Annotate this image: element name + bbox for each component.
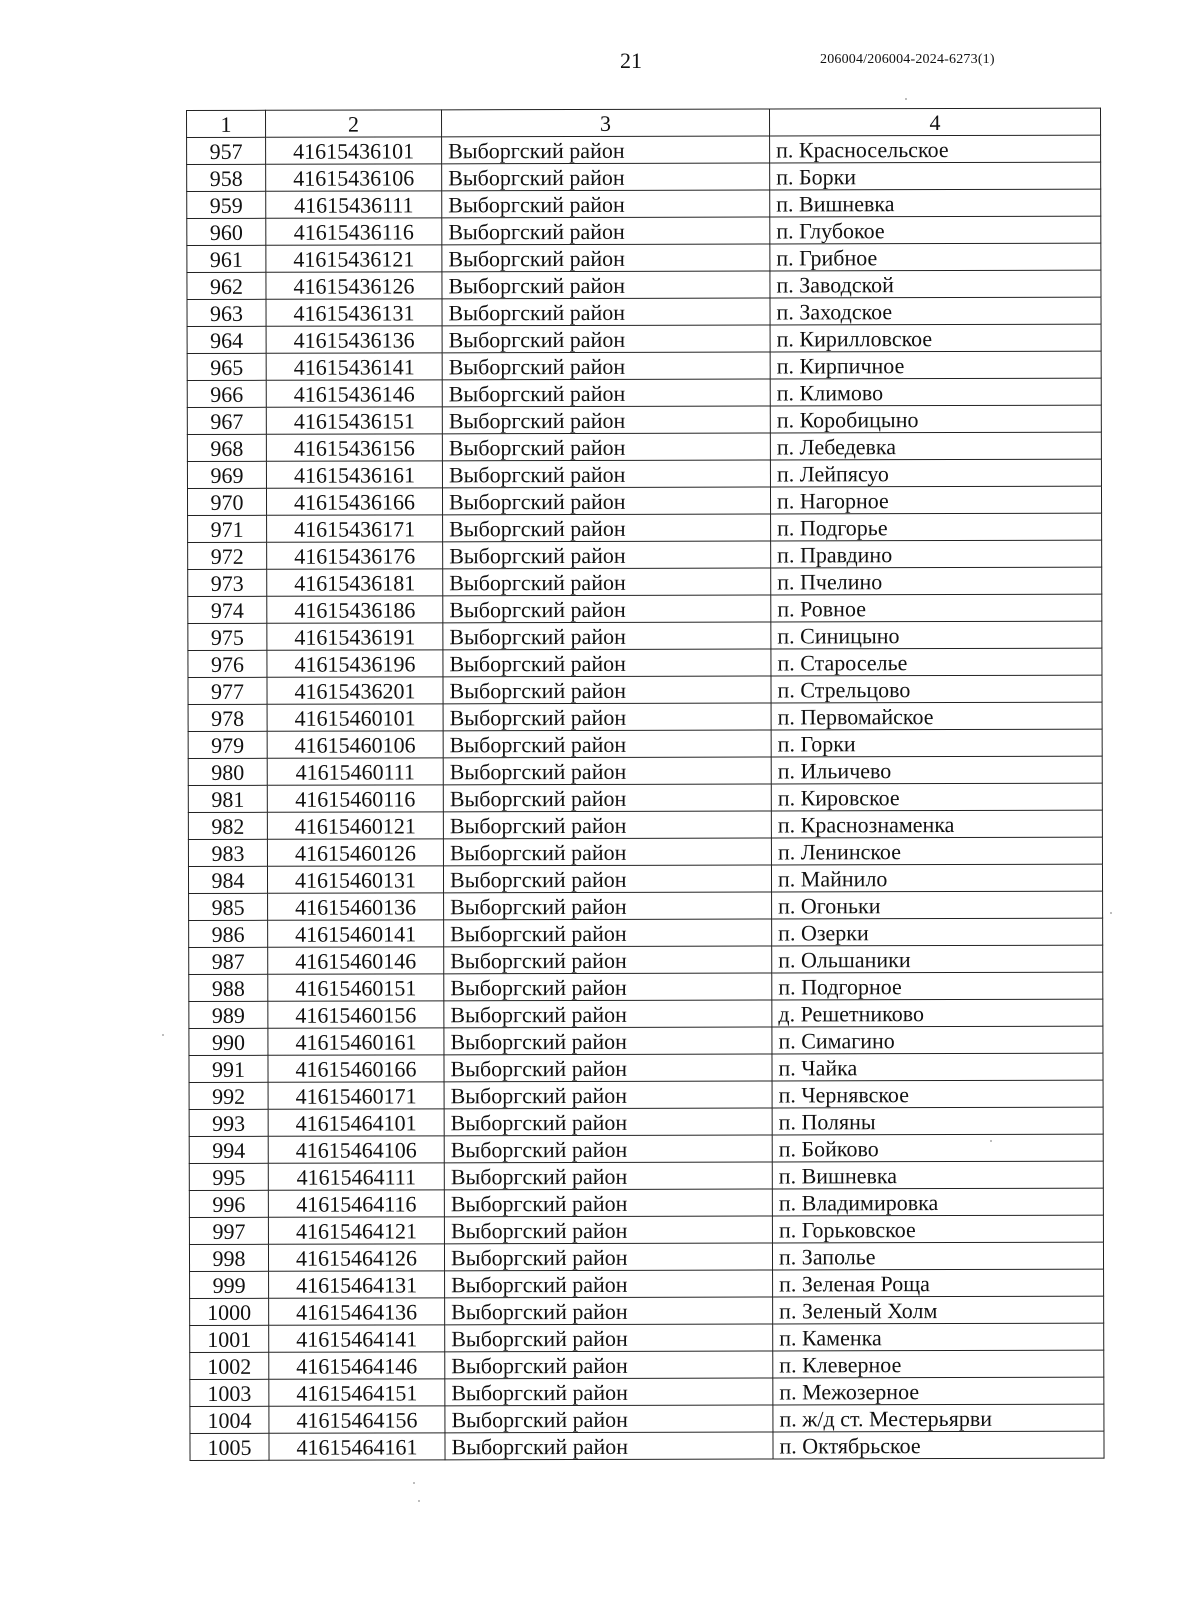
oktmo-code: 41615460151 [268,974,444,1001]
row-number: 986 [189,920,268,947]
district-name: Выборгский район [445,1378,773,1406]
settlement-name: п. Заводской [770,270,1101,298]
oktmo-code: 41615460126 [267,839,443,866]
row-number: 972 [188,542,267,569]
district-name: Выборгский район [442,325,770,353]
oktmo-code: 41615436116 [266,218,442,245]
district-name: Выборгский район [443,838,771,866]
settlement-name: п. Заходское [770,297,1101,325]
table-row [187,486,1101,515]
row-number: 1005 [190,1433,269,1460]
table-header-row [187,108,1101,137]
oktmo-code: 41615436201 [267,677,443,704]
oktmo-code: 41615436141 [266,353,442,380]
table-row [188,864,1102,893]
district-name: Выборгский район [444,1108,772,1136]
settlement-name: п. Владимировка [772,1188,1103,1216]
table-row [189,1242,1103,1271]
settlement-name: п. Борки [770,162,1101,190]
district-name: Выборгский район [443,676,771,704]
district-name: Выборгский район [443,568,771,596]
district-name: Выборгский район [444,1135,772,1163]
oktmo-code: 41615464141 [269,1325,445,1352]
row-number: 973 [188,569,267,596]
table-row [188,513,1102,542]
row-number: 991 [189,1055,268,1082]
district-name: Выборгский район [443,622,771,650]
row-number: 996 [189,1190,268,1217]
district-name: Выборгский район [442,217,770,245]
table-row [187,297,1101,326]
table-row [188,729,1102,758]
settlement-name: п. Синицыно [771,621,1102,649]
oktmo-code: 41615460141 [268,920,444,947]
oktmo-code: 41615464111 [268,1163,444,1190]
column-header: 4 [769,108,1100,136]
table-row [189,1161,1103,1190]
column-header: 3 [442,109,770,137]
table-row [190,1431,1104,1460]
settlement-name: п. Подгорье [771,513,1102,541]
table-row [188,810,1102,839]
oktmo-code: 41615464101 [268,1109,444,1136]
table-row [188,648,1102,677]
settlement-name: п. Горки [771,729,1102,757]
settlement-name: п. Лейпясуо [770,459,1101,487]
row-number: 980 [188,758,267,785]
settlement-name: п. Краснознаменка [771,810,1102,838]
settlement-name: п. Зеленый Холм [773,1296,1104,1324]
settlement-name: п. Лебедевка [770,432,1101,460]
settlement-name: п. Горьковское [772,1215,1103,1243]
table-row [187,162,1101,191]
page-number: 21 [620,48,642,73]
oktmo-code: 41615464131 [269,1271,445,1298]
district-name: Выборгский район [443,730,771,758]
settlement-name: п. Староселье [771,648,1102,676]
row-number: 1002 [190,1352,269,1379]
table-body [187,135,1104,1460]
table-row [189,1026,1103,1055]
settlement-name: п. Коробицыно [770,405,1101,433]
settlement-name: п. Глубокое [770,216,1101,244]
table-row [188,756,1102,785]
row-number: 993 [189,1109,268,1136]
row-number: 969 [187,461,266,488]
oktmo-code: 41615464146 [269,1352,445,1379]
district-name: Выборгский район [445,1324,773,1352]
row-number: 1004 [190,1406,269,1433]
district-name: Выборгский район [442,460,770,488]
row-number: 981 [188,785,267,812]
row-number: 957 [187,137,266,164]
oktmo-code: 41615460116 [267,785,443,812]
table-row [190,1350,1104,1379]
table-row [187,432,1101,461]
district-name: Выборгский район [444,1081,772,1109]
settlement-name: п. Межозерное [773,1377,1104,1405]
district-name: Выборгский район [443,703,771,731]
oktmo-code: 41615436166 [266,488,442,515]
table-row [188,675,1102,704]
district-name: Выборгский район [442,163,770,191]
district-name: Выборгский район [443,865,771,893]
oktmo-code: 41615464106 [268,1136,444,1163]
district-name: Выборгский район [445,1405,773,1433]
settlement-name: п. Ольшаники [772,945,1103,973]
district-name: Выборгский район [442,190,770,218]
settlement-name: п. Ровное [771,594,1102,622]
row-number: 970 [187,488,266,515]
settlement-name: п. Клеверное [773,1350,1104,1378]
settlement-name: п. Климово [770,378,1101,406]
row-number: 988 [189,974,268,1001]
district-name: Выборгский район [442,136,770,164]
oktmo-code: 41615436151 [266,407,442,434]
row-number: 966 [187,380,266,407]
settlement-name: п. Кирилловское [770,324,1101,352]
district-name: Выборгский район [443,784,771,812]
column-header: 1 [187,110,266,137]
table-row [190,1404,1104,1433]
row-number: 965 [187,353,266,380]
table-row [189,1188,1103,1217]
row-number: 968 [187,434,266,461]
settlement-name: п. Подгорное [772,972,1103,1000]
settlement-name: п. Пчелино [771,567,1102,595]
district-name: Выборгский район [445,1351,773,1379]
oktmo-code: 41615436111 [266,191,442,218]
oktmo-code: 41615436171 [267,515,443,542]
column-header: 2 [266,110,442,137]
settlement-name: п. Кирпичное [770,351,1101,379]
row-number: 979 [188,731,267,758]
oktmo-code: 41615436101 [266,137,442,164]
row-number: 987 [189,947,268,974]
row-number: 997 [189,1217,268,1244]
row-number: 974 [188,596,267,623]
row-number: 985 [189,893,268,920]
settlement-name: п. Красносельское [770,135,1101,163]
oktmo-code: 41615436121 [266,245,442,272]
table-row [187,270,1101,299]
settlement-name: п. Чернявское [772,1080,1103,1108]
table-row [187,351,1101,380]
row-number: 967 [187,407,266,434]
table-row [189,918,1103,947]
row-number: 959 [187,191,266,218]
settlement-name: п. Вишневка [770,189,1101,217]
row-number: 1003 [190,1379,269,1406]
row-number: 958 [187,164,266,191]
settlement-name: п. Бойково [772,1134,1103,1162]
table-row [187,405,1101,434]
district-name: Выборгский район [442,406,770,434]
oktmo-code: 41615460121 [267,812,443,839]
district-name: Выборгский район [444,1189,772,1217]
row-number: 999 [190,1271,269,1298]
row-number: 984 [188,866,267,893]
table-row [189,972,1103,1001]
oktmo-code: 41615464116 [268,1190,444,1217]
settlement-name: п. ж/д ст. Местерьярви [773,1404,1104,1432]
row-number: 963 [187,299,266,326]
table-row [189,1053,1103,1082]
oktmo-code: 41615436156 [266,434,442,461]
row-number: 994 [189,1136,268,1163]
district-name: Выборгский район [442,433,770,461]
settlement-name: п. Озерки [772,918,1103,946]
oktmo-code: 41615464136 [269,1298,445,1325]
oktmo-code: 41615436146 [266,380,442,407]
district-name: Выборгский район [442,352,770,380]
table-row [188,702,1102,731]
row-number: 975 [188,623,267,650]
table-row [190,1269,1104,1298]
table-row [187,459,1101,488]
row-number: 990 [189,1028,268,1055]
table-row [188,783,1102,812]
table-row [188,540,1102,569]
table-row [189,891,1103,920]
oktmo-code: 41615436106 [266,164,442,191]
settlement-name: п. Вишневка [772,1161,1103,1189]
table-row [187,189,1101,218]
row-number: 982 [188,812,267,839]
oktmo-code: 41615436186 [267,596,443,623]
district-name: Выборгский район [444,973,772,1001]
settlement-name: п. Ленинское [771,837,1102,865]
row-number: 964 [187,326,266,353]
settlement-name: п. Нагорное [770,486,1101,514]
table-row [189,1080,1103,1109]
row-number: 971 [188,515,267,542]
settlement-name: п. Заполье [772,1242,1103,1270]
oktmo-code: 41615460171 [268,1082,444,1109]
table-row [190,1296,1104,1325]
row-number: 992 [189,1082,268,1109]
district-name: Выборгский район [443,757,771,785]
settlement-name: п. Правдино [771,540,1102,568]
oktmo-code: 41615436136 [266,326,442,353]
district-name: Выборгский район [444,1000,772,1028]
oktmo-code: 41615460111 [267,758,443,785]
district-name: Выборгский район [445,1270,773,1298]
oktmo-code: 41615460156 [268,1001,444,1028]
settlement-name: п. Поляны [772,1107,1103,1135]
row-number: 962 [187,272,266,299]
row-number: 995 [189,1163,268,1190]
district-name: Выборгский район [444,1027,772,1055]
oktmo-code: 41615464121 [268,1217,444,1244]
row-number: 961 [187,245,266,272]
oktmo-code: 41615460161 [268,1028,444,1055]
district-name: Выборгский район [442,271,770,299]
oktmo-code: 41615460131 [267,866,443,893]
district-name: Выборгский район [445,1432,773,1460]
district-name: Выборгский район [444,1216,772,1244]
table-row [189,945,1103,974]
oktmo-code: 41615436176 [267,542,443,569]
oktmo-code: 41615464151 [269,1379,445,1406]
settlement-name: п. Первомайское [771,702,1102,730]
district-name: Выборгский район [444,1162,772,1190]
row-number: 977 [188,677,267,704]
settlement-name: п. Огоньки [772,891,1103,919]
settlement-name: п. Майнило [771,864,1102,892]
table-row [188,594,1102,623]
district-name: Выборгский район [442,487,770,515]
district-name: Выборгский район [443,811,771,839]
oktmo-code: 41615460146 [268,947,444,974]
district-name: Выборгский район [444,1054,772,1082]
oktmo-code: 41615436181 [267,569,443,596]
row-number: 976 [188,650,267,677]
settlement-name: п. Чайка [772,1053,1103,1081]
district-name: Выборгский район [444,1243,772,1271]
district-name: Выборгский район [443,514,771,542]
settlement-name: п. Стрельцово [771,675,1102,703]
settlement-name: п. Ильичево [771,756,1102,784]
district-name: Выборгский район [445,1297,773,1325]
row-number: 1000 [190,1298,269,1325]
oktmo-code: 41615460166 [268,1055,444,1082]
oktmo-code: 41615436191 [267,623,443,650]
table-row [187,243,1101,272]
district-name: Выборгский район [443,595,771,623]
district-name: Выборгский район [444,946,772,974]
table-row [190,1323,1104,1352]
district-name: Выборгский район [443,649,771,677]
district-name: Выборгский район [443,541,771,569]
table-row [187,135,1101,164]
table-row [189,999,1103,1028]
oktmo-code: 41615460106 [267,731,443,758]
table-row [190,1377,1104,1406]
settlements-table [186,108,1105,1461]
row-number: 998 [189,1244,268,1271]
settlement-name: д. Решетниково [772,999,1103,1027]
oktmo-code: 41615464161 [269,1433,445,1460]
row-number: 983 [188,839,267,866]
table-row [189,1215,1103,1244]
settlement-name: п. Кировское [771,783,1102,811]
table-row [188,837,1102,866]
settlement-name: п. Симагино [772,1026,1103,1054]
oktmo-code: 41615460101 [267,704,443,731]
oktmo-code: 41615436126 [266,272,442,299]
row-number: 989 [189,1001,268,1028]
district-name: Выборгский район [442,298,770,326]
oktmo-code: 41615436196 [267,650,443,677]
district-name: Выборгский район [444,892,772,920]
settlement-name: п. Каменка [773,1323,1104,1351]
oktmo-code: 41615460136 [268,893,444,920]
document-id: 206004/206004-2024-6273(1) [820,52,995,67]
settlement-name: п. Октябрьское [773,1431,1104,1459]
table-row [189,1107,1103,1136]
district-name: Выборгский район [442,244,770,272]
row-number: 978 [188,704,267,731]
table-row [187,216,1101,245]
row-number: 960 [187,218,266,245]
settlement-name: п. Зеленая Роща [773,1269,1104,1297]
row-number: 1001 [190,1325,269,1352]
table-row [187,324,1101,353]
table-row [187,378,1101,407]
table-row [188,567,1102,596]
oktmo-code: 41615436161 [266,461,442,488]
district-name: Выборгский район [444,919,772,947]
table-row [188,621,1102,650]
oktmo-code: 41615464156 [269,1406,445,1433]
district-name: Выборгский район [442,379,770,407]
oktmo-code: 41615464126 [268,1244,444,1271]
table-row [189,1134,1103,1163]
settlement-name: п. Грибное [770,243,1101,271]
oktmo-code: 41615436131 [266,299,442,326]
